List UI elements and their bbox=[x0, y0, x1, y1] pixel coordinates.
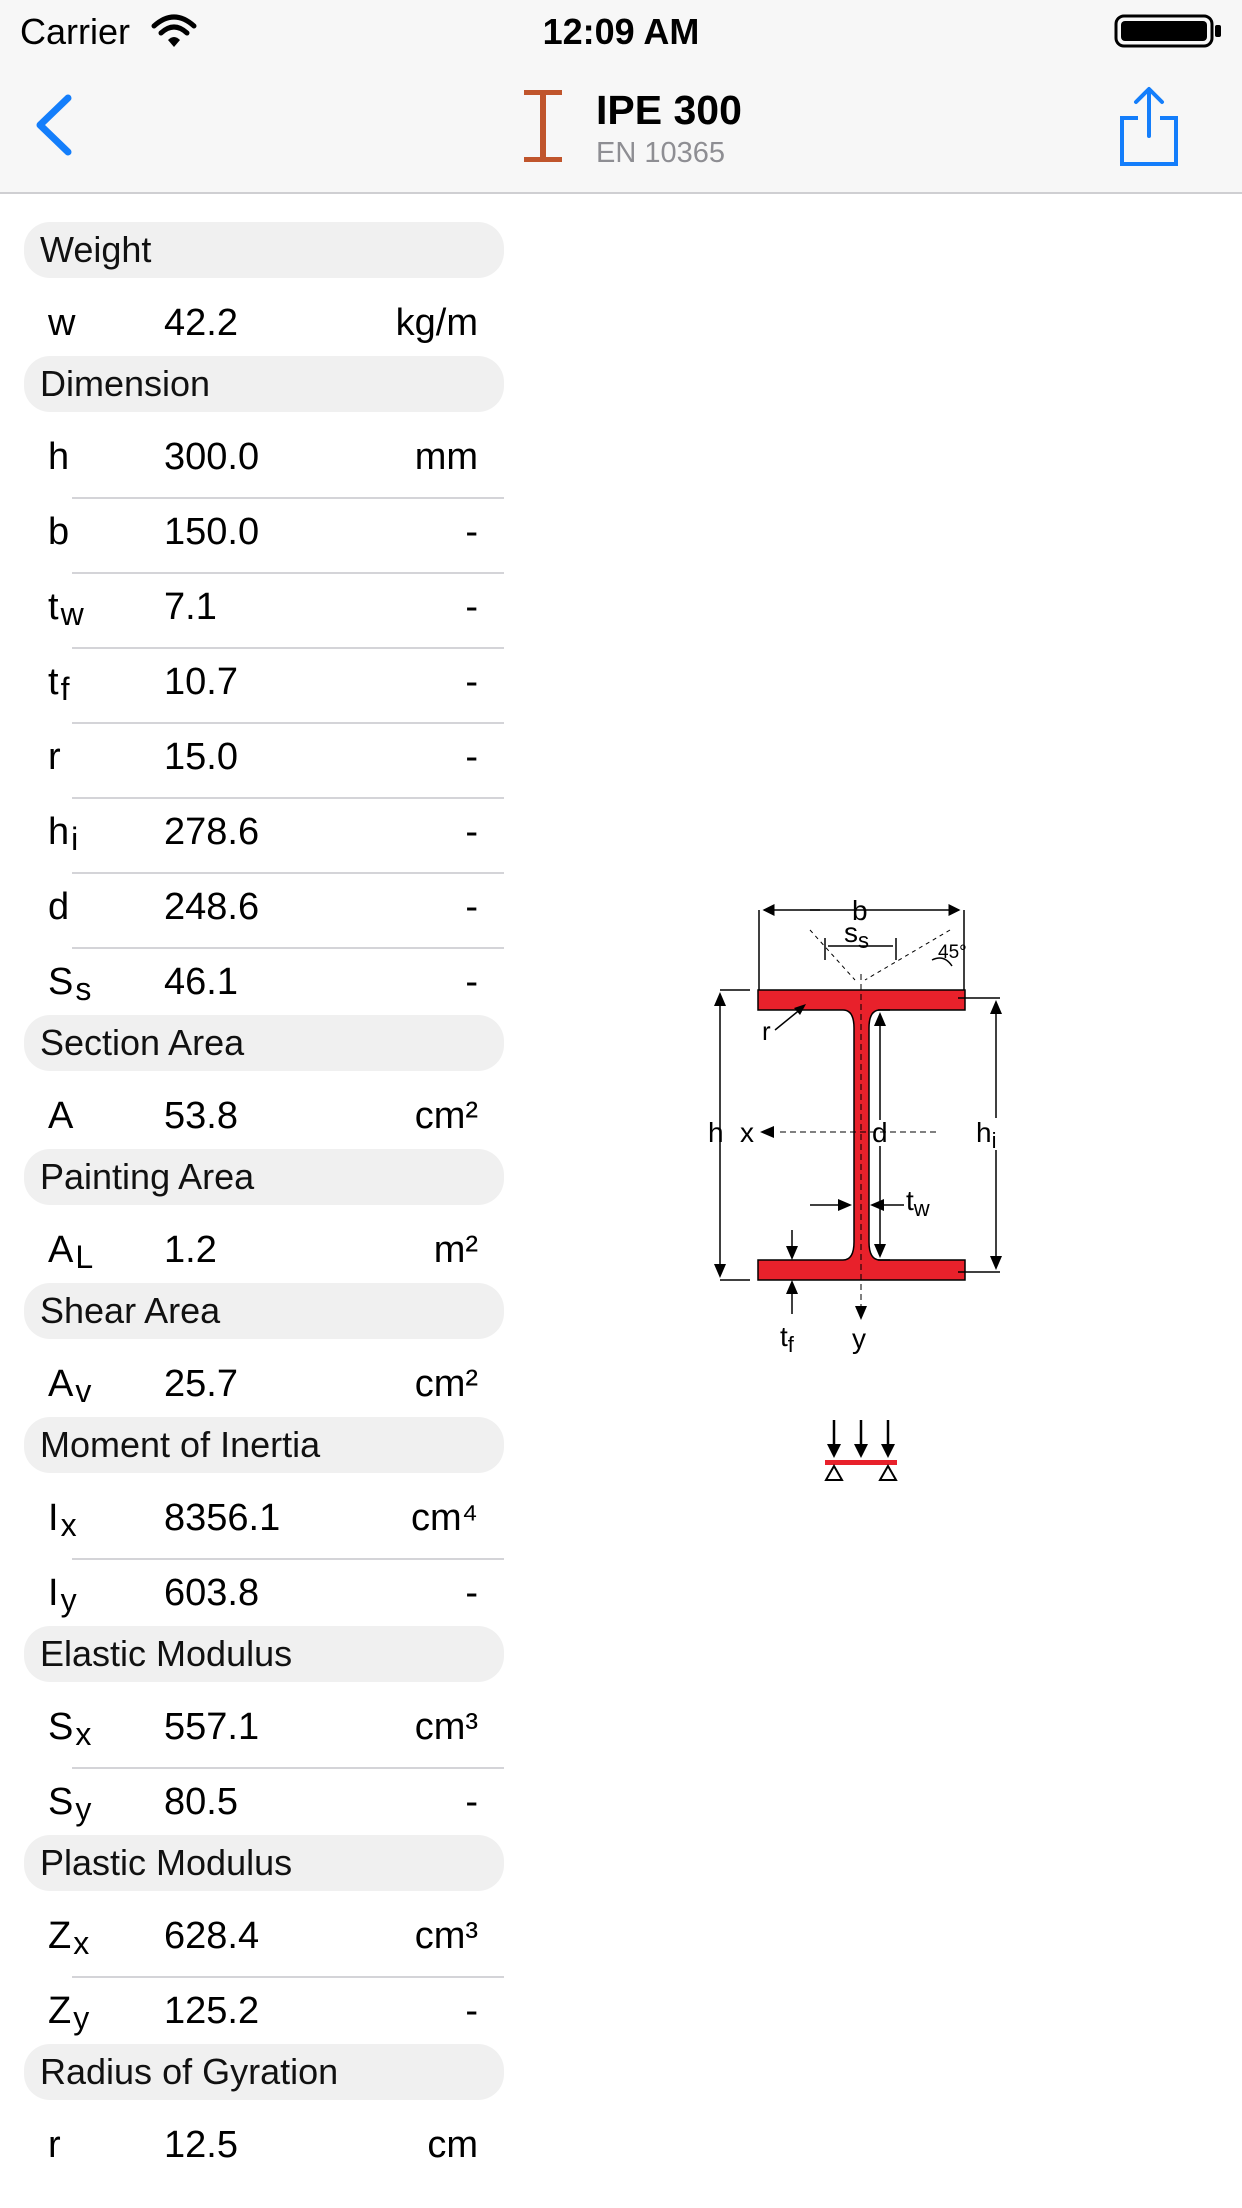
property-value: 603.8 bbox=[164, 1572, 260, 1614]
property-value: 125.2 bbox=[164, 1990, 260, 2032]
property-value: 8356.1 bbox=[164, 1497, 281, 1539]
property-symbol bbox=[48, 649, 69, 716]
property-symbol bbox=[48, 574, 84, 641]
property-symbol-main: r bbox=[48, 2124, 61, 2160]
property-value: 248.6 bbox=[164, 886, 260, 928]
status-time: 12:09 AM bbox=[542, 11, 700, 52]
property-list[interactable] bbox=[24, 222, 504, 2160]
property-value: 7.1 bbox=[164, 586, 217, 628]
property-unit: - bbox=[465, 511, 478, 553]
property-value: 150.0 bbox=[164, 511, 260, 553]
property-symbol bbox=[48, 1694, 91, 1761]
property-symbol-main: Z bbox=[48, 1990, 72, 2032]
property-row[interactable] bbox=[24, 1694, 504, 1769]
property-unit: - bbox=[465, 1990, 478, 2032]
property-symbol bbox=[48, 1485, 77, 1552]
property-symbol bbox=[48, 1560, 77, 1627]
property-symbol bbox=[48, 1083, 73, 1149]
property-symbol-main: d bbox=[48, 886, 70, 928]
property-row[interactable] bbox=[24, 1485, 504, 1560]
property-symbol-main: A bbox=[48, 1229, 74, 1271]
section-header: Radius of Gyration bbox=[24, 2044, 504, 2100]
property-symbol-main: S bbox=[48, 1706, 74, 1748]
property-symbol-subscript: v bbox=[75, 1373, 92, 1409]
property-value: 42.2 bbox=[164, 302, 238, 344]
property-row[interactable] bbox=[24, 649, 504, 724]
property-symbol bbox=[48, 1217, 93, 1284]
property-unit: cm³ bbox=[414, 1706, 478, 1748]
property-symbol-subscript: x bbox=[60, 1507, 77, 1543]
property-unit: - bbox=[465, 1572, 478, 1614]
property-value: 300.0 bbox=[164, 436, 260, 478]
property-row[interactable] bbox=[24, 499, 504, 574]
property-symbol-subscript: i bbox=[71, 821, 79, 857]
property-unit: - bbox=[465, 811, 478, 853]
label-h: h bbox=[708, 1117, 724, 1148]
property-symbol-main: h bbox=[48, 811, 70, 853]
label-tw: $t_w$ bbox=[906, 1185, 930, 1221]
property-symbol bbox=[48, 2112, 61, 2160]
property-symbol-main: A bbox=[48, 1363, 74, 1405]
property-symbol-subscript: y bbox=[60, 1582, 77, 1618]
property-unit: cm² bbox=[414, 1363, 478, 1405]
property-symbol bbox=[48, 290, 75, 356]
property-value: 53.8 bbox=[164, 1095, 238, 1137]
property-value: 46.1 bbox=[164, 961, 238, 1003]
page-subtitle: EN 10365 bbox=[596, 137, 725, 169]
page-title: IPE 300 bbox=[596, 87, 742, 133]
chevron-left-icon[interactable] bbox=[30, 90, 80, 160]
property-symbol-subscript: y bbox=[73, 2000, 90, 2036]
property-symbol-subscript: f bbox=[60, 671, 70, 707]
property-value: 10.7 bbox=[164, 661, 238, 703]
label-hi: $h_i$ bbox=[976, 1117, 997, 1153]
property-symbol-subscript: x bbox=[75, 1716, 92, 1752]
property-unit: m² bbox=[433, 1229, 478, 1271]
property-value: 80.5 bbox=[164, 1781, 238, 1823]
property-value: 278.6 bbox=[164, 811, 260, 853]
property-row[interactable] bbox=[24, 2112, 504, 2160]
battery-icon bbox=[1114, 14, 1224, 48]
property-unit: - bbox=[465, 736, 478, 778]
property-symbol bbox=[48, 874, 69, 940]
property-unit: kg/m bbox=[395, 302, 478, 344]
property-row[interactable] bbox=[24, 1978, 504, 2044]
property-symbol bbox=[48, 799, 78, 866]
property-row[interactable] bbox=[24, 1560, 504, 1626]
property-row[interactable] bbox=[24, 1903, 504, 1978]
property-row[interactable] bbox=[24, 1217, 504, 1283]
section-header: Shear Area bbox=[24, 1283, 504, 1339]
section-header: Weight bbox=[24, 222, 504, 278]
property-symbol-main: Z bbox=[48, 1915, 72, 1957]
label-d: d bbox=[872, 1117, 888, 1148]
property-symbol-main: h bbox=[48, 436, 70, 478]
property-symbol bbox=[48, 949, 91, 1016]
section-header: Dimension bbox=[24, 356, 504, 412]
i-beam-section-diagram bbox=[700, 880, 1040, 1500]
property-unit: cm² bbox=[414, 1095, 478, 1137]
property-value: 557.1 bbox=[164, 1706, 260, 1748]
property-symbol-main: S bbox=[48, 961, 74, 1003]
property-symbol-main: r bbox=[48, 736, 61, 778]
share-icon[interactable] bbox=[1116, 84, 1182, 168]
property-unit: - bbox=[465, 961, 478, 1003]
property-unit: cm³ bbox=[414, 1915, 478, 1957]
property-unit: - bbox=[465, 1781, 478, 1823]
label-y: y bbox=[852, 1323, 866, 1354]
property-symbol-subscript: s bbox=[75, 971, 92, 1007]
label-ss: $s_s$ bbox=[844, 917, 869, 953]
property-value: 1.2 bbox=[164, 1229, 217, 1271]
property-unit: cm bbox=[427, 2124, 478, 2160]
property-unit: cm⁴ bbox=[411, 1497, 478, 1539]
property-symbol bbox=[48, 499, 69, 565]
property-symbol-main: t bbox=[48, 661, 59, 703]
property-symbol bbox=[48, 1769, 91, 1836]
label-x: x bbox=[740, 1117, 754, 1148]
property-symbol-subscript: w bbox=[60, 596, 84, 632]
property-symbol-main: I bbox=[48, 1497, 59, 1539]
property-value: 12.5 bbox=[164, 2124, 238, 2160]
label-angle: 45° bbox=[938, 942, 967, 963]
property-symbol bbox=[48, 1903, 89, 1970]
property-unit: - bbox=[465, 886, 478, 928]
property-unit: - bbox=[465, 586, 478, 628]
property-row[interactable] bbox=[24, 724, 504, 799]
status-carrier: Carrier bbox=[20, 11, 131, 52]
navigation-bar bbox=[0, 0, 1242, 194]
property-symbol-main: I bbox=[48, 1572, 59, 1614]
property-symbol-subscript: y bbox=[75, 1791, 92, 1827]
property-unit: mm bbox=[414, 436, 478, 478]
property-row[interactable] bbox=[24, 1083, 504, 1149]
property-row[interactable] bbox=[24, 424, 504, 499]
property-symbol-subscript: L bbox=[75, 1239, 94, 1275]
property-row[interactable] bbox=[24, 290, 504, 356]
property-value: 25.7 bbox=[164, 1363, 238, 1405]
property-symbol bbox=[48, 724, 61, 790]
property-symbol-main: b bbox=[48, 511, 70, 553]
section-header: Moment of Inertia bbox=[24, 1417, 504, 1473]
property-symbol-main: w bbox=[48, 302, 76, 344]
property-symbol-main: A bbox=[48, 1095, 74, 1137]
label-tf: $t_f$ bbox=[780, 1321, 794, 1357]
property-symbol bbox=[48, 1351, 91, 1418]
section-header: Elastic Modulus bbox=[24, 1626, 504, 1682]
property-value: 15.0 bbox=[164, 736, 238, 778]
property-row[interactable] bbox=[24, 874, 504, 949]
section-header: Plastic Modulus bbox=[24, 1835, 504, 1891]
property-symbol bbox=[48, 424, 69, 490]
load-case-icon bbox=[825, 1420, 897, 1480]
property-value: 628.4 bbox=[164, 1915, 260, 1957]
label-b: b bbox=[852, 895, 868, 926]
section-header: Section Area bbox=[24, 1015, 504, 1071]
property-symbol bbox=[48, 1978, 89, 2045]
property-row[interactable] bbox=[24, 1769, 504, 1835]
property-row[interactable] bbox=[24, 799, 504, 874]
property-row[interactable] bbox=[24, 1351, 504, 1417]
property-row[interactable] bbox=[24, 949, 504, 1015]
property-unit: - bbox=[465, 661, 478, 703]
property-symbol-main: S bbox=[48, 1781, 74, 1823]
label-r: r bbox=[762, 1016, 771, 1046]
section-header: Painting Area bbox=[24, 1149, 504, 1205]
property-symbol-main: t bbox=[48, 586, 59, 628]
i-beam-icon bbox=[520, 86, 566, 166]
property-symbol-subscript: x bbox=[73, 1925, 90, 1961]
property-row[interactable] bbox=[24, 574, 504, 649]
